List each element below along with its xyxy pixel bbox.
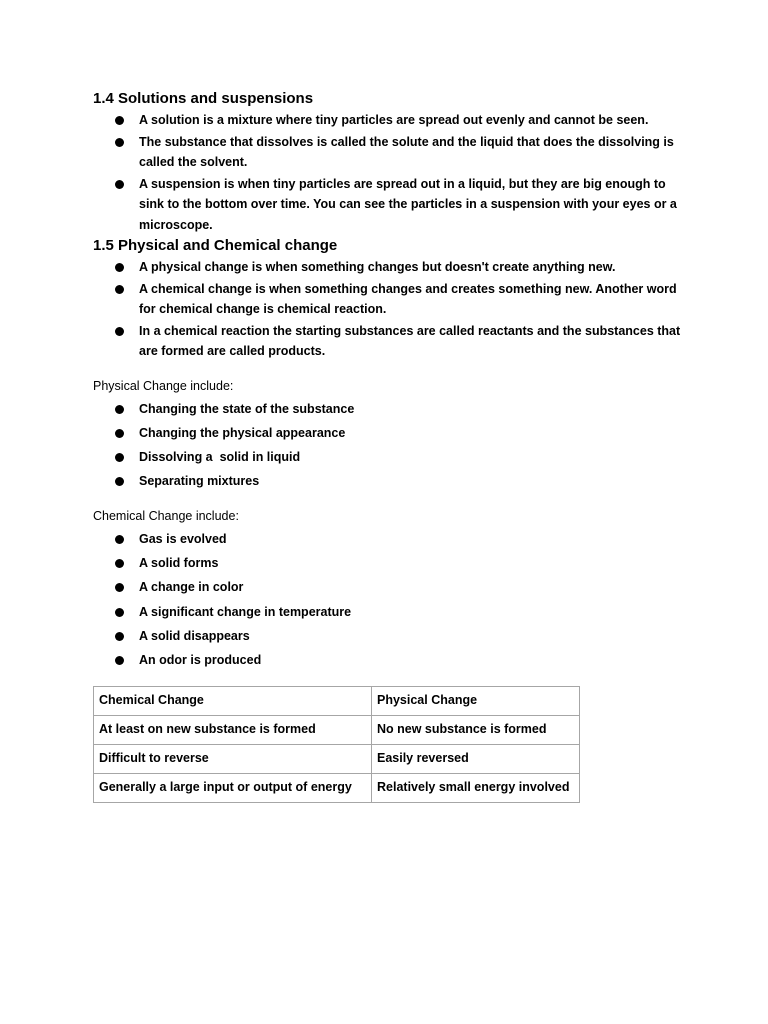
list-item [93,626,683,647]
chemical-change-label: Chemical Change include: [93,508,239,523]
bullet-dot-icon [115,535,124,544]
list-item [93,529,683,550]
list-item-text: A solution is a mixture where tiny particles are spread out evenly and cannot be seen. [139,113,649,127]
table-cell: Chemical Change [94,686,372,715]
table-row [94,686,580,715]
table-cell: At least on new substance is formed [94,715,372,744]
list-item [93,132,683,173]
bullet-dot-icon [115,180,124,189]
change-bullet-list [93,257,683,362]
list-item-text: A suspension is when tiny particles are spread out in a liquid, but they are big enough to sink to the bottom over time. You can see the particles in a suspension with your eyes or a microscope. [139,176,677,232]
table-cell: Relatively small energy involved [372,773,580,802]
table-row [94,744,580,773]
heading-physical-chemical-change: 1.5 Physical and Chemical change [93,237,338,254]
list-item-text: Changing the physical appearance [139,425,346,440]
list-item-text: A significant change in temperature [139,604,352,619]
list-item-text: A solid forms [139,556,219,571]
table-row [94,773,580,802]
bullet-dot-icon [115,263,124,272]
list-item [93,577,683,598]
list-item-text: Dissolving a solid in liquid [139,450,301,465]
list-item-text: Gas is evolved [139,531,227,546]
list-item [93,279,683,320]
list-item [93,174,683,236]
list-item [93,423,683,444]
list-item [93,471,683,492]
bullet-dot-icon [115,608,124,617]
list-item [93,321,683,362]
bullet-dot-icon [115,405,124,414]
physical-change-label: Physical Change include: [93,378,234,393]
list-item-text: A chemical change is when something changes and creates something new. Another word for chemical change is chemical reaction. [139,281,677,316]
table-cell: No new substance is formed [372,715,580,744]
bullet-dot-icon [115,327,124,336]
solutions-bullet-list [93,110,683,235]
comparison-table [93,686,580,803]
bullet-dot-icon [115,477,124,486]
table-cell: Difficult to reverse [94,744,372,773]
list-item [93,257,683,278]
heading-solutions-suspensions: 1.4 Solutions and suspensions [93,90,314,107]
list-item-text: An odor is produced [139,653,262,668]
bullet-dot-icon [115,429,124,438]
list-item-text: A solid disappears [139,629,250,644]
list-item-text: The substance that dissolves is called the solute and the liquid that does the dissolving is called the solvent. [139,134,674,169]
list-item-text: A change in color [139,580,244,595]
table-cell: Easily reversed [372,744,580,773]
list-item [93,399,683,420]
bullet-dot-icon [115,583,124,592]
list-item [93,553,683,574]
chemical-change-list [93,529,683,671]
list-item-text: Separating mixtures [139,474,260,489]
list-item [93,650,683,671]
list-item [93,602,683,623]
table-cell: Generally a large input or output of energy [94,773,372,802]
bullet-dot-icon [115,559,124,568]
list-item-text: Changing the state of the substance [139,401,355,416]
bullet-dot-icon [115,453,124,462]
bullet-dot-icon [115,285,124,294]
bullet-dot-icon [115,116,124,125]
list-item-text: A physical change is when something changes but doesn't create anything new. [139,260,616,274]
list-item-text: In a chemical reaction the starting substances are called reactants and the substances that are formed are called products. [139,323,681,358]
bullet-dot-icon [115,632,124,641]
table-cell: Physical Change [372,686,580,715]
table-row [94,715,580,744]
physical-change-list [93,399,683,492]
list-item [93,110,683,131]
bullet-dot-icon [115,138,124,147]
bullet-dot-icon [115,656,124,665]
list-item [93,447,683,468]
document-page [93,88,683,803]
